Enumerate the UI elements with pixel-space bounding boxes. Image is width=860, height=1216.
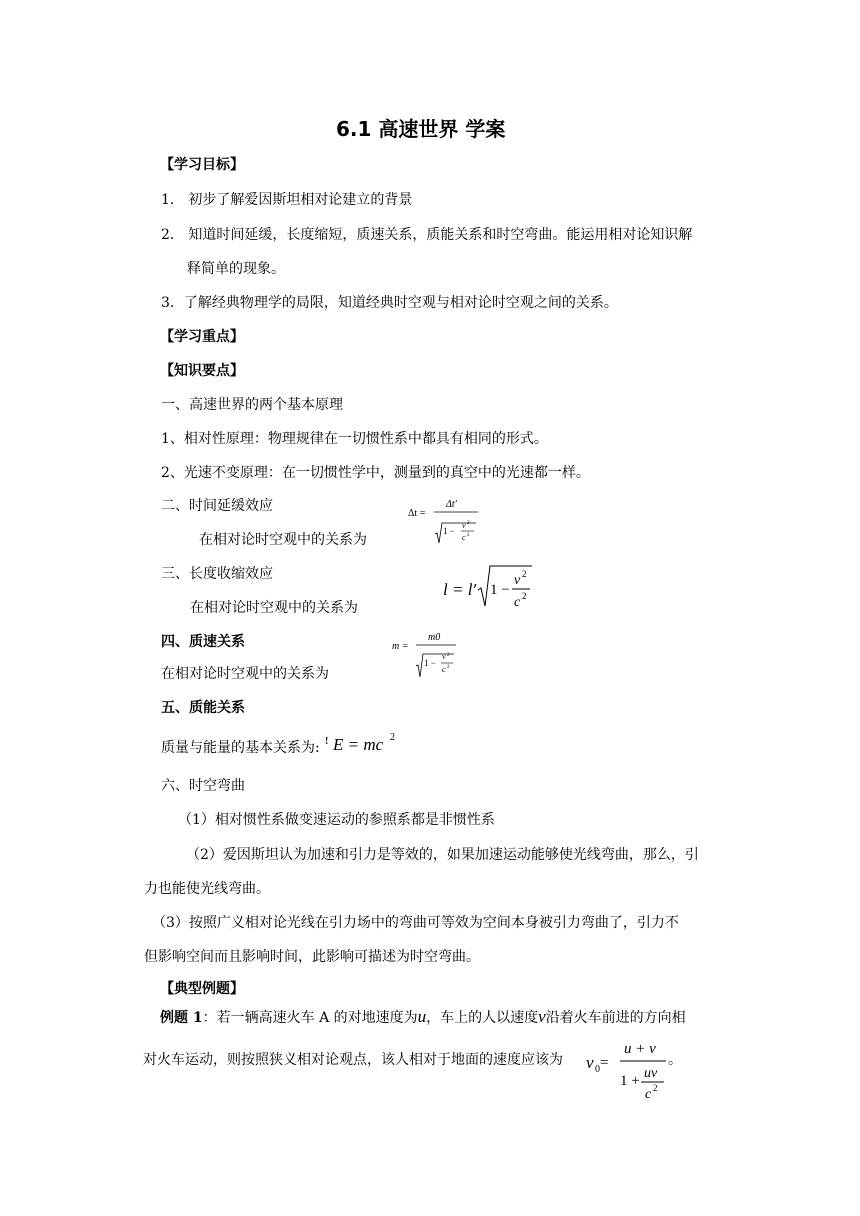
f5-uv: uv <box>644 1066 658 1081</box>
f4-equation: E = mc <box>333 735 384 754</box>
svg-text:0: 0 <box>595 1064 600 1075</box>
svg-text:2: 2 <box>522 591 527 601</box>
section-1-heading: 一、高速世界的两个基本原理 <box>161 397 343 413</box>
svg-text:2: 2 <box>447 653 450 658</box>
example-1-label: 例题 1 <box>160 1010 203 1026</box>
page-title: 6.1 高速世界 学案 <box>336 117 506 141</box>
section-4-heading: 四、质速关系 <box>161 634 245 650</box>
f2-c: c <box>514 595 521 610</box>
section-5-heading: 五、质能关系 <box>161 700 245 716</box>
f1-lhs: Δt = <box>408 508 426 519</box>
section-4-relation: 在相对论时空观中的关系为 <box>161 666 329 682</box>
time-dilation-formula <box>406 493 486 553</box>
curve-item-3-cont: 但影响空间而且影响时间，此影响可描述为时空弯曲。 <box>144 949 480 965</box>
example-1-line-1: 例题 1：若一辆高速火车 A 的对地速度为u，车上的人以速度v沿着火车前进的方向相 <box>160 1007 686 1026</box>
var-u: u <box>417 1007 427 1026</box>
f1-v: v <box>462 521 466 530</box>
objective-3: 3．了解经典物理学的局限，知道经典时空观与相对论时空观之间的关系。 <box>161 295 618 311</box>
curve-item-3: （3）按照广义相对论光线在引力场中的弯曲可等效为空间本身被引力弯曲了，引力不 <box>152 915 679 931</box>
f3-v: v <box>442 652 446 661</box>
mass-energy-formula <box>325 730 405 758</box>
objective-2: 2． 知道时间延缓，长度缩短，质速关系，质能关系和时空弯曲。能运用相对论知识解 <box>161 227 693 243</box>
mass-velocity-formula <box>390 628 470 684</box>
principle-2: 2、光速不变原理：在一切惯性学中，测量到的真空中的光速都一样。 <box>161 465 590 481</box>
f1-c: c <box>462 533 466 542</box>
f3-lhs: m = <box>392 641 409 652</box>
f2-root: 1 − <box>490 582 510 598</box>
svg-text:2: 2 <box>522 569 527 579</box>
objectives-heading: 【学习目标】 <box>160 157 244 173</box>
f3-c: c <box>442 665 446 674</box>
f1-numerator: Δt′ <box>446 499 457 510</box>
length-contraction-formula <box>440 560 540 616</box>
svg-text:=: = <box>600 1055 609 1071</box>
f2-v: v <box>514 573 521 588</box>
objective-1: 1． 初步了解爱因斯坦相对论建立的背景 <box>161 192 413 208</box>
example-1-end: 。 <box>668 1052 682 1068</box>
f5-den: 1 + <box>620 1073 640 1089</box>
section-3-heading: 三、长度收缩效应 <box>161 566 273 582</box>
principle-1: 1、相对性原理：物理规律在一切惯性系中都具有相同的形式。 <box>161 431 548 447</box>
section-3-relation: 在相对论时空观中的关系为 <box>190 600 358 616</box>
knowledge-heading: 【知识要点】 <box>160 363 244 379</box>
svg-text:2: 2 <box>467 533 470 538</box>
section-6-heading: 六、时空弯曲 <box>161 778 245 794</box>
section-2-heading: 二、时间延缓效应 <box>161 498 273 514</box>
f5-c: c <box>645 1087 652 1102</box>
var-v: v <box>538 1007 546 1026</box>
curve-item-1: （1）相对惯性系做变速运动的参照系都是非惯性系 <box>178 812 495 828</box>
focus-heading: 【学习重点】 <box>160 329 244 345</box>
velocity-addition-formula <box>582 1030 682 1104</box>
f4-mark: ! <box>325 736 329 747</box>
example-1-line-2: 对火车运动，则按照狭义相对论观点，该人相对于地面的速度应该为 <box>143 1052 563 1068</box>
svg-text:2: 2 <box>390 732 395 743</box>
svg-text:2: 2 <box>447 665 450 670</box>
examples-heading: 【典型例题】 <box>160 981 244 997</box>
f1-root: 1 − <box>443 526 455 536</box>
svg-text:2: 2 <box>467 521 470 526</box>
curve-item-2: （2）爱因斯坦认为加速和引力是等效的，如果加速运动能够使光线弯曲，那么，引 <box>186 847 699 863</box>
f5-v0: v <box>586 1053 594 1072</box>
svg-text:2: 2 <box>653 1083 658 1093</box>
f2-lhs: l = l′ <box>443 580 477 599</box>
f3-root: 1 − <box>424 658 436 668</box>
f5-numerator: u + v <box>624 1041 656 1057</box>
objective-2-cont: 释简单的现象。 <box>187 261 285 277</box>
section-2-relation: 在相对论时空观中的关系为 <box>199 532 367 548</box>
section-5-relation: 质量与能量的基本关系为: <box>161 740 320 756</box>
curve-item-2-cont: 力也能使光线弯曲。 <box>144 881 270 897</box>
f3-numerator: m0 <box>428 632 441 643</box>
